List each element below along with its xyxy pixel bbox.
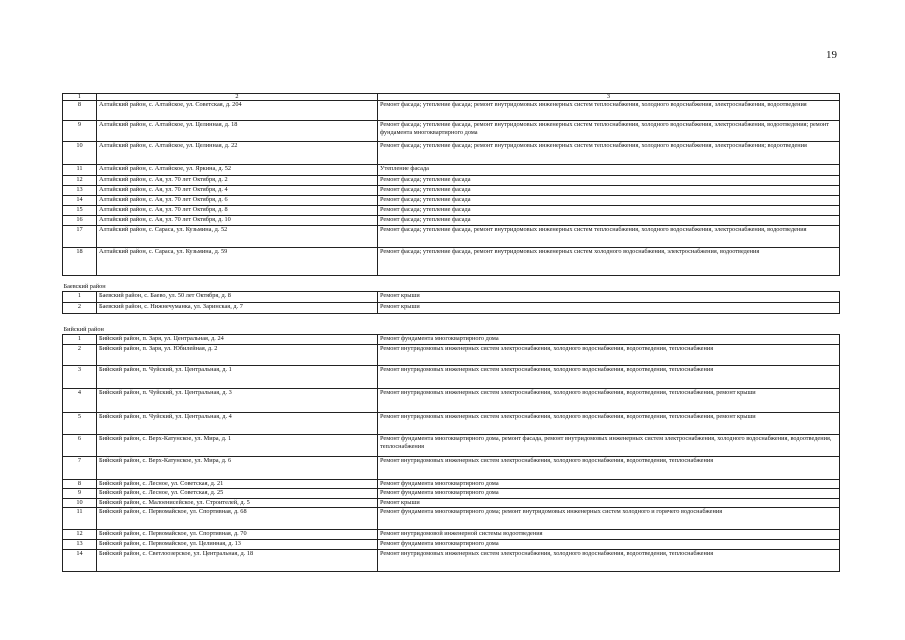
header-col-work: 3 (378, 94, 840, 101)
row-address: Бийский район, с. Верх-Катунское, ул. Мира, д. 6 (97, 457, 378, 480)
row-work-type: Утепление фасада (378, 165, 840, 176)
row-address: Алтайский район, с. Ая, ул. 70 лет Октября, д. 4 (97, 186, 378, 196)
row-work-type: Ремонт внутридомовой инженерной системы водоотведения (378, 530, 840, 540)
row-address: Алтайский район, с. Алтайское, ул. Целинная, д. 18 (97, 121, 378, 142)
row-number: 15 (63, 206, 97, 216)
row-number: 1 (63, 292, 97, 303)
row-number: 6 (63, 435, 97, 457)
row-number: 13 (63, 540, 97, 549)
row-work-type: Ремонт фасада; утепление фасада (378, 206, 840, 216)
row-work-type: Ремонт фундамента многоквартирного дома (378, 489, 840, 498)
district-section-row (63, 314, 840, 335)
row-work-type: Ремонт внутридомовых инженерных систем электроснабжения, холодного водоснабжения, водоотведения, теплоснабжения (378, 345, 840, 366)
row-address: Баевский район, с. Нижнечуманка, ул. Заринская, д. 7 (97, 303, 378, 314)
row-work-type: Ремонт фундамента многоквартирного дома (378, 335, 840, 345)
table-row (63, 389, 840, 413)
header-col-number: 1 (63, 94, 97, 101)
table-row (63, 248, 840, 276)
row-address: Бийский район, п. Чуйский, ул. Центральная, д. 3 (97, 389, 378, 413)
row-number: 9 (63, 489, 97, 498)
table-header-row (63, 94, 840, 101)
row-number: 14 (63, 196, 97, 206)
row-number: 12 (63, 176, 97, 186)
table-row (63, 366, 840, 389)
row-number: 7 (63, 457, 97, 480)
row-number: 5 (63, 413, 97, 435)
table-row (63, 121, 840, 142)
row-address: Бийский район, с. Малоенисейское, ул. Строителей, д. 5 (97, 498, 378, 507)
row-work-type: Ремонт фасада; утепление фасада (378, 216, 840, 226)
row-number: 14 (63, 549, 97, 571)
row-work-type: Ремонт фасада; утепление фасада; ремонт внутридомовых инженерных систем теплоснабжения, холодного водоснабжения, электроснабжения, водоотведения (378, 101, 840, 121)
row-address: Алтайский район, с. Ая, ул. 70 лет Октября, д. 2 (97, 176, 378, 186)
row-address: Алтайский район, с. Алтайское, ул. Целинная, д. 22 (97, 142, 378, 165)
row-number: 2 (63, 303, 97, 314)
row-work-type: Ремонт фасада; утепление фасада; ремонт внутридомовых инженерных систем теплоснабжения, холодного водоснабжения, электроснабжения; водоотведения (378, 142, 840, 165)
table-row (63, 176, 840, 186)
row-address: Бийский район, п. Чуйский, ул. Центральная, д. 1 (97, 366, 378, 389)
row-number: 3 (63, 366, 97, 389)
row-number: 18 (63, 248, 97, 276)
row-work-type: Ремонт фундамента многоквартирного дома (378, 540, 840, 549)
row-address: Алтайский район, с. Ая, ул. 70 лет Октября, д. 6 (97, 196, 378, 206)
row-address: Бийский район, п. Заря, ул. Юбилейная, д. 2 (97, 345, 378, 366)
row-work-type: Ремонт фасада; утепление фасада, ремонт внутридомовых инженерных систем теплоснабжения, холодного водоснабжения, электроснабжения, водоотведения (378, 226, 840, 248)
row-address: Бийский район, с. Первомайское, ул. Спортивная, д. 70 (97, 530, 378, 540)
row-work-type: Ремонт фундамента многоквартирного дома (378, 480, 840, 489)
row-address: Бийский район, п. Заря, ул. Центральная, д. 24 (97, 335, 378, 345)
table-row (63, 457, 840, 480)
row-number: 10 (63, 142, 97, 165)
row-address: Алтайский район, с. Алтайское, ул. Яркина, д. 52 (97, 165, 378, 176)
row-address: Алтайский район, с. Алтайское, ул. Советская, д. 204 (97, 101, 378, 121)
table-row (63, 540, 840, 549)
header-col-address: 2 (97, 94, 378, 101)
district-name: Бийский район (63, 314, 840, 335)
row-number: 9 (63, 121, 97, 142)
table-row (63, 101, 840, 121)
table-row (63, 335, 840, 345)
row-address: Бийский район, п. Чуйский, ул. Центральная, д. 4 (97, 413, 378, 435)
table-row (63, 226, 840, 248)
table-row (63, 292, 840, 303)
table-row (63, 303, 840, 314)
table-row (63, 216, 840, 226)
table-row (63, 480, 840, 489)
row-address: Бийский район, с. Первомайское, ул. Спортивная, д. 68 (97, 508, 378, 530)
repair-program-table (62, 93, 840, 572)
row-number: 16 (63, 216, 97, 226)
table-row (63, 345, 840, 366)
table-row (63, 549, 840, 571)
row-address: Бийский район, с. Лесное, ул. Советская, д. 25 (97, 489, 378, 498)
row-work-type: Ремонт фасада; утепление фасада (378, 176, 840, 186)
row-number: 12 (63, 530, 97, 540)
row-number: 1 (63, 335, 97, 345)
row-work-type: Ремонт внутридомовых инженерных систем электроснабжения, холодного водоснабжения, водоотведения, теплоснабжения, ремонт крыши (378, 413, 840, 435)
row-work-type: Ремонт крыши (378, 292, 840, 303)
row-work-type: Ремонт крыши (378, 303, 840, 314)
row-work-type: Ремонт внутридомовых инженерных систем электроснабжения, холодного водоснабжения, водоотведения, теплоснабжения (378, 549, 840, 571)
table-row (63, 508, 840, 530)
row-work-type: Ремонт внутридомовых инженерных систем электроснабжения, холодного водоснабжения, водоотведения, теплоснабжения (378, 457, 840, 480)
row-number: 11 (63, 165, 97, 176)
table-row (63, 413, 840, 435)
row-address: Бийский район, с. Верх-Катунское, ул. Мира, д. 1 (97, 435, 378, 457)
row-work-type: Ремонт фасада; утепление фасада, ремонт внутридомовых инженерных систем теплоснабжения, холодного водоснабжения, электроснабжения, водоотведения; ремонт фундамента многоквартирного дома (378, 121, 840, 142)
row-work-type: Ремонт крыши (378, 498, 840, 507)
table-row (63, 186, 840, 196)
row-address: Бийский район, с. Светлоозерское, ул. Центральная, д. 18 (97, 549, 378, 571)
row-number: 4 (63, 389, 97, 413)
table-row (63, 498, 840, 507)
table-row (63, 142, 840, 165)
row-address: Алтайский район, с. Сараса, ул. Кузьмина, д. 52 (97, 226, 378, 248)
row-work-type: Ремонт фундамента многоквартирного дома; ремонт внутридомовых инженерных систем холодного и горячего водоснабжения (378, 508, 840, 530)
row-work-type: Ремонт внутридомовых инженерных систем электроснабжения, холодного водоснабжения, водоотведения, теплоснабжения (378, 366, 840, 389)
table-row (63, 530, 840, 540)
row-work-type: Ремонт внутридомовых инженерных систем электроснабжения, холодного водоснабжения, водоотведения, теплоснабжения, ремонт крыши (378, 389, 840, 413)
district-section-row (63, 276, 840, 292)
row-address: Бийский район, с. Лесное, ул. Советская, д. 21 (97, 480, 378, 489)
table-row (63, 165, 840, 176)
table-row (63, 489, 840, 498)
row-work-type: Ремонт фасада; утепление фасада, ремонт внутридомовых инженерных систем холодного водоснабжения, электроснабжения, водоотведения (378, 248, 840, 276)
table-row (63, 206, 840, 216)
row-work-type: Ремонт фасада; утепление фасада (378, 186, 840, 196)
row-address: Алтайский район, с. Ая, ул. 70 лет Октября, д. 10 (97, 216, 378, 226)
row-work-type: Ремонт фасада; утепление фасада (378, 196, 840, 206)
row-number: 2 (63, 345, 97, 366)
row-number: 13 (63, 186, 97, 196)
row-address: Алтайский район, с. Ая, ул. 70 лет Октября, д. 8 (97, 206, 378, 216)
row-number: 17 (63, 226, 97, 248)
row-number: 8 (63, 101, 97, 121)
row-work-type: Ремонт фундамента многоквартирного дома, ремонт фасада, ремонт внутридомовых инженерных систем электроснабжения, холодного водоснабжения, водоотведения, теплоснабжения (378, 435, 840, 457)
row-number: 10 (63, 498, 97, 507)
table-row (63, 196, 840, 206)
district-name: Баевский район (63, 276, 840, 292)
row-address: Алтайский район, с. Сараса, ул. Кузьмина, д. 59 (97, 248, 378, 276)
row-number: 8 (63, 480, 97, 489)
table-row (63, 435, 840, 457)
row-address: Баевский район, с. Баево, ул. 50 лет Октября, д. 8 (97, 292, 378, 303)
row-address: Бийский район, с. Первомайское, ул. Целинная, д. 13 (97, 540, 378, 549)
row-number: 11 (63, 508, 97, 530)
page-number: 19 (826, 49, 837, 61)
